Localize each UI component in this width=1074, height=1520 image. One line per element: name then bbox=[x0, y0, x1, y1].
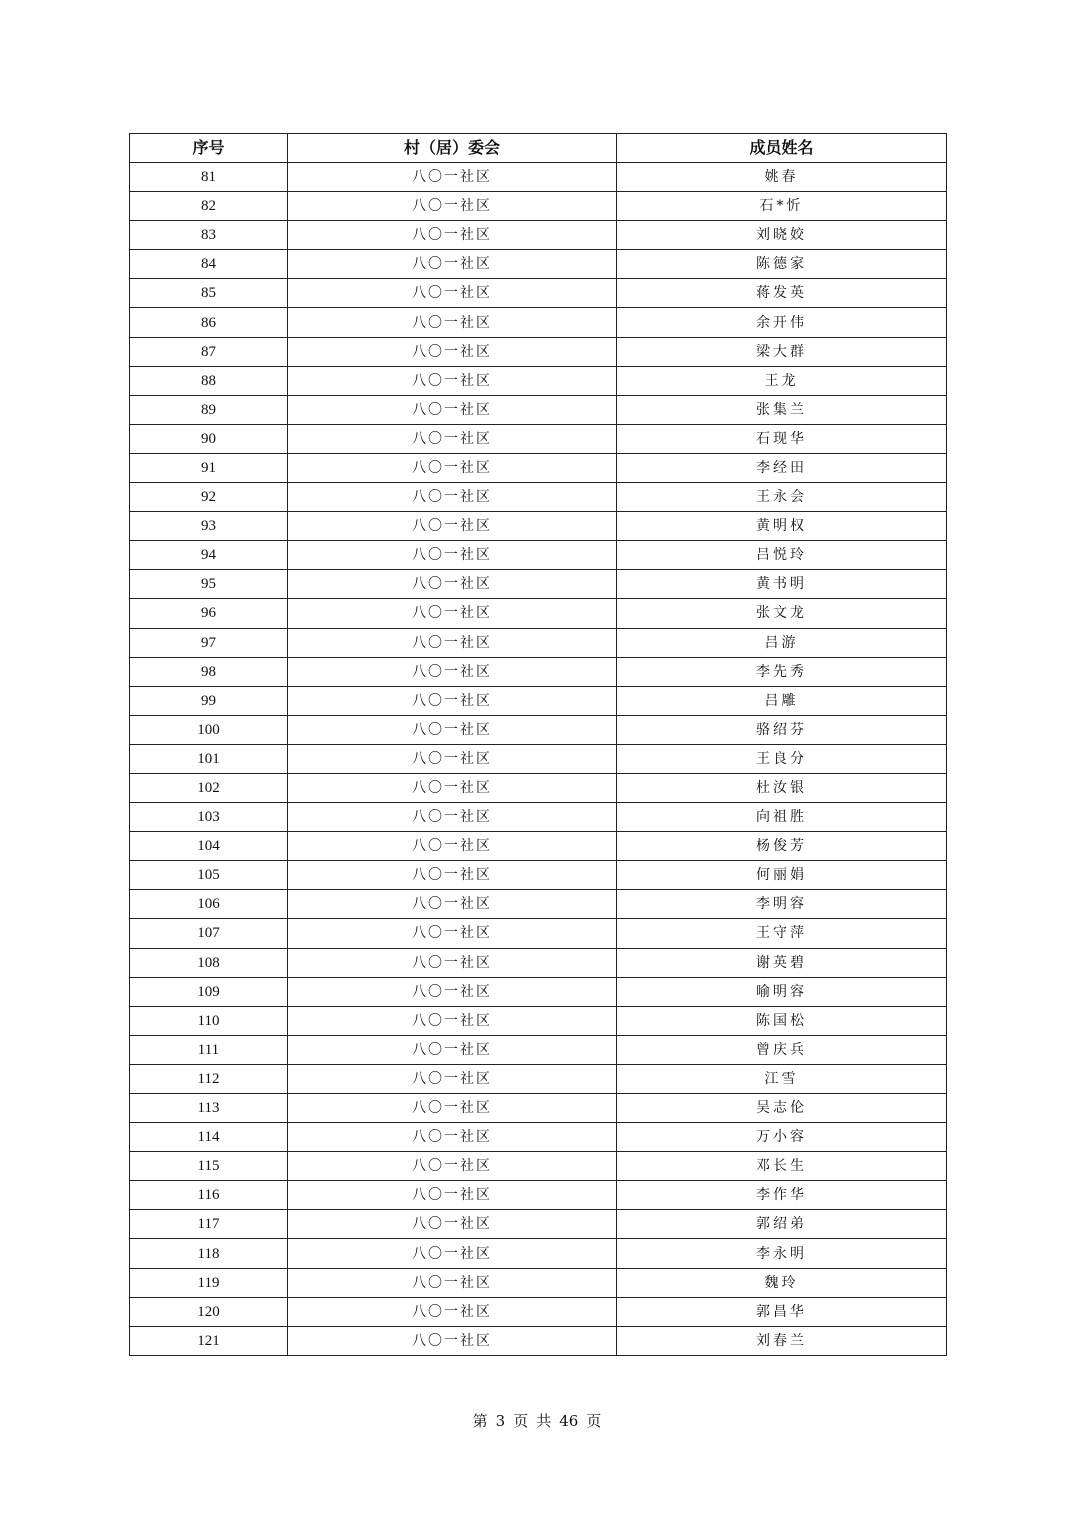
row-committee: 八〇一社区 bbox=[288, 1035, 617, 1064]
row-index: 90 bbox=[130, 424, 288, 453]
row-index: 104 bbox=[130, 832, 288, 861]
row-index: 116 bbox=[130, 1181, 288, 1210]
table-row bbox=[130, 163, 947, 192]
table-row bbox=[130, 744, 947, 773]
row-member-name: 李先秀 bbox=[617, 657, 947, 686]
row-member-name: 张文龙 bbox=[617, 599, 947, 628]
table-row bbox=[130, 1064, 947, 1093]
row-index: 99 bbox=[130, 686, 288, 715]
row-committee: 八〇一社区 bbox=[288, 948, 617, 977]
footer-page-word: 页 bbox=[513, 1412, 529, 1430]
footer-total-pages: 46 bbox=[559, 1412, 579, 1430]
row-committee: 八〇一社区 bbox=[288, 773, 617, 802]
row-index: 105 bbox=[130, 861, 288, 890]
row-index: 97 bbox=[130, 628, 288, 657]
row-committee: 八〇一社区 bbox=[288, 890, 617, 919]
row-member-name: 梁大群 bbox=[617, 337, 947, 366]
row-index: 95 bbox=[130, 570, 288, 599]
header-committee: 村（居）委会 bbox=[288, 134, 617, 163]
row-index: 118 bbox=[130, 1239, 288, 1268]
table-row bbox=[130, 977, 947, 1006]
footer-prefix: 第 bbox=[472, 1412, 488, 1430]
row-index: 117 bbox=[130, 1210, 288, 1239]
table-row bbox=[130, 1210, 947, 1239]
row-committee: 八〇一社区 bbox=[288, 803, 617, 832]
table-row bbox=[130, 541, 947, 570]
row-index: 94 bbox=[130, 541, 288, 570]
row-member-name: 王龙 bbox=[617, 366, 947, 395]
table-header-row bbox=[130, 134, 947, 163]
row-committee: 八〇一社区 bbox=[288, 628, 617, 657]
row-committee: 八〇一社区 bbox=[288, 453, 617, 482]
row-committee: 八〇一社区 bbox=[288, 337, 617, 366]
row-index: 89 bbox=[130, 395, 288, 424]
table-row bbox=[130, 1006, 947, 1035]
row-committee: 八〇一社区 bbox=[288, 1239, 617, 1268]
row-index: 119 bbox=[130, 1268, 288, 1297]
member-table bbox=[129, 133, 947, 1356]
table-row bbox=[130, 1181, 947, 1210]
row-committee: 八〇一社区 bbox=[288, 1123, 617, 1152]
row-index: 82 bbox=[130, 192, 288, 221]
row-committee: 八〇一社区 bbox=[288, 599, 617, 628]
page-footer bbox=[0, 1410, 1074, 1431]
row-index: 108 bbox=[130, 948, 288, 977]
row-member-name: 黄书明 bbox=[617, 570, 947, 599]
row-index: 109 bbox=[130, 977, 288, 1006]
row-committee: 八〇一社区 bbox=[288, 279, 617, 308]
row-member-name: 吕雕 bbox=[617, 686, 947, 715]
table-row bbox=[130, 773, 947, 802]
row-index: 100 bbox=[130, 715, 288, 744]
table-row bbox=[130, 599, 947, 628]
table-row bbox=[130, 1326, 947, 1355]
row-index: 83 bbox=[130, 221, 288, 250]
row-index: 93 bbox=[130, 512, 288, 541]
table-row bbox=[130, 366, 947, 395]
footer-total-word: 共 bbox=[536, 1412, 552, 1430]
row-index: 114 bbox=[130, 1123, 288, 1152]
table-row bbox=[130, 1268, 947, 1297]
row-member-name: 杨俊芳 bbox=[617, 832, 947, 861]
row-member-name: 王良分 bbox=[617, 744, 947, 773]
row-index: 103 bbox=[130, 803, 288, 832]
row-member-name: 李永明 bbox=[617, 1239, 947, 1268]
footer-page-number: 3 bbox=[495, 1412, 506, 1430]
row-committee: 八〇一社区 bbox=[288, 744, 617, 773]
row-index: 110 bbox=[130, 1006, 288, 1035]
table-row bbox=[130, 512, 947, 541]
row-index: 115 bbox=[130, 1152, 288, 1181]
row-member-name: 李明容 bbox=[617, 890, 947, 919]
row-committee: 八〇一社区 bbox=[288, 308, 617, 337]
row-committee: 八〇一社区 bbox=[288, 424, 617, 453]
table-row bbox=[130, 483, 947, 512]
row-committee: 八〇一社区 bbox=[288, 715, 617, 744]
row-member-name: 陈国松 bbox=[617, 1006, 947, 1035]
table-row bbox=[130, 337, 947, 366]
table-row bbox=[130, 861, 947, 890]
table-row bbox=[130, 192, 947, 221]
table-row bbox=[130, 890, 947, 919]
row-committee: 八〇一社区 bbox=[288, 541, 617, 570]
row-member-name: 郭昌华 bbox=[617, 1297, 947, 1326]
row-member-name: 石*忻 bbox=[617, 192, 947, 221]
row-member-name: 向祖胜 bbox=[617, 803, 947, 832]
row-committee: 八〇一社区 bbox=[288, 1210, 617, 1239]
row-index: 113 bbox=[130, 1094, 288, 1123]
row-member-name: 郭绍弟 bbox=[617, 1210, 947, 1239]
row-member-name: 江雪 bbox=[617, 1064, 947, 1093]
table-row bbox=[130, 424, 947, 453]
row-committee: 八〇一社区 bbox=[288, 1268, 617, 1297]
row-index: 121 bbox=[130, 1326, 288, 1355]
table-row bbox=[130, 570, 947, 599]
row-committee: 八〇一社区 bbox=[288, 163, 617, 192]
row-committee: 八〇一社区 bbox=[288, 657, 617, 686]
row-committee: 八〇一社区 bbox=[288, 977, 617, 1006]
row-index: 98 bbox=[130, 657, 288, 686]
row-committee: 八〇一社区 bbox=[288, 686, 617, 715]
table-row bbox=[130, 1035, 947, 1064]
row-index: 85 bbox=[130, 279, 288, 308]
row-committee: 八〇一社区 bbox=[288, 483, 617, 512]
header-member-name: 成员姓名 bbox=[617, 134, 947, 163]
row-committee: 八〇一社区 bbox=[288, 1006, 617, 1035]
row-index: 92 bbox=[130, 483, 288, 512]
table-row bbox=[130, 803, 947, 832]
row-member-name: 石现华 bbox=[617, 424, 947, 453]
table-row bbox=[130, 628, 947, 657]
table-row bbox=[130, 250, 947, 279]
row-committee: 八〇一社区 bbox=[288, 1094, 617, 1123]
footer-suffix: 页 bbox=[586, 1412, 602, 1430]
row-committee: 八〇一社区 bbox=[288, 1181, 617, 1210]
row-member-name: 骆绍芬 bbox=[617, 715, 947, 744]
row-member-name: 刘晓姣 bbox=[617, 221, 947, 250]
row-index: 84 bbox=[130, 250, 288, 279]
row-committee: 八〇一社区 bbox=[288, 366, 617, 395]
row-member-name: 曾庆兵 bbox=[617, 1035, 947, 1064]
table-row bbox=[130, 221, 947, 250]
row-committee: 八〇一社区 bbox=[288, 919, 617, 948]
row-committee: 八〇一社区 bbox=[288, 192, 617, 221]
table-row bbox=[130, 686, 947, 715]
row-committee: 八〇一社区 bbox=[288, 395, 617, 424]
row-committee: 八〇一社区 bbox=[288, 1326, 617, 1355]
row-member-name: 吕悦玲 bbox=[617, 541, 947, 570]
row-member-name: 万小容 bbox=[617, 1123, 947, 1152]
table-row bbox=[130, 453, 947, 482]
row-index: 106 bbox=[130, 890, 288, 919]
row-index: 101 bbox=[130, 744, 288, 773]
row-index: 91 bbox=[130, 453, 288, 482]
table-row bbox=[130, 1094, 947, 1123]
row-member-name: 刘春兰 bbox=[617, 1326, 947, 1355]
row-index: 120 bbox=[130, 1297, 288, 1326]
row-committee: 八〇一社区 bbox=[288, 1064, 617, 1093]
row-member-name: 李经田 bbox=[617, 453, 947, 482]
row-member-name: 陈德家 bbox=[617, 250, 947, 279]
row-index: 102 bbox=[130, 773, 288, 802]
row-member-name: 杜汝银 bbox=[617, 773, 947, 802]
table-row bbox=[130, 1239, 947, 1268]
row-member-name: 吕游 bbox=[617, 628, 947, 657]
row-committee: 八〇一社区 bbox=[288, 1152, 617, 1181]
row-member-name: 王守萍 bbox=[617, 919, 947, 948]
table-row bbox=[130, 308, 947, 337]
row-member-name: 邓长生 bbox=[617, 1152, 947, 1181]
table-row bbox=[130, 919, 947, 948]
row-member-name: 喻明容 bbox=[617, 977, 947, 1006]
row-committee: 八〇一社区 bbox=[288, 512, 617, 541]
table-row bbox=[130, 832, 947, 861]
row-index: 111 bbox=[130, 1035, 288, 1064]
row-member-name: 张集兰 bbox=[617, 395, 947, 424]
row-index: 81 bbox=[130, 163, 288, 192]
row-member-name: 李作华 bbox=[617, 1181, 947, 1210]
row-member-name: 吴志伦 bbox=[617, 1094, 947, 1123]
row-index: 86 bbox=[130, 308, 288, 337]
row-member-name: 魏玲 bbox=[617, 1268, 947, 1297]
table-row bbox=[130, 1152, 947, 1181]
row-member-name: 王永会 bbox=[617, 483, 947, 512]
row-member-name: 何丽娟 bbox=[617, 861, 947, 890]
row-committee: 八〇一社区 bbox=[288, 1297, 617, 1326]
table-row bbox=[130, 948, 947, 977]
row-committee: 八〇一社区 bbox=[288, 221, 617, 250]
table-row bbox=[130, 657, 947, 686]
row-member-name: 余开伟 bbox=[617, 308, 947, 337]
header-index: 序号 bbox=[130, 134, 288, 163]
row-index: 112 bbox=[130, 1064, 288, 1093]
row-committee: 八〇一社区 bbox=[288, 570, 617, 599]
row-committee: 八〇一社区 bbox=[288, 861, 617, 890]
table-row bbox=[130, 1123, 947, 1152]
row-index: 88 bbox=[130, 366, 288, 395]
row-committee: 八〇一社区 bbox=[288, 832, 617, 861]
row-index: 96 bbox=[130, 599, 288, 628]
row-member-name: 蒋发英 bbox=[617, 279, 947, 308]
table-row bbox=[130, 1297, 947, 1326]
table-row bbox=[130, 279, 947, 308]
row-member-name: 姚春 bbox=[617, 163, 947, 192]
row-index: 87 bbox=[130, 337, 288, 366]
table-row bbox=[130, 715, 947, 744]
row-member-name: 谢英碧 bbox=[617, 948, 947, 977]
row-member-name: 黄明权 bbox=[617, 512, 947, 541]
row-committee: 八〇一社区 bbox=[288, 250, 617, 279]
row-index: 107 bbox=[130, 919, 288, 948]
table-row bbox=[130, 395, 947, 424]
